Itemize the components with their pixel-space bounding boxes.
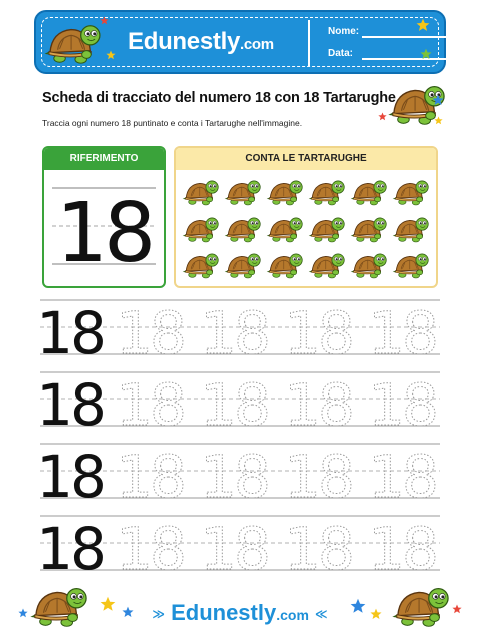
footer-brand[interactable] [0,600,480,626]
turtle-icon [182,213,220,245]
turtle-icon [224,249,262,281]
dotted-number[interactable]: 18 [116,299,184,367]
star-icon [100,16,109,25]
brand-name: Edunestly [128,28,240,55]
turtle-icon [224,176,262,208]
star-icon [378,112,387,121]
dotted-number[interactable]: 18 [284,371,352,439]
date-field[interactable] [362,58,454,60]
dotted-number[interactable]: 18 [368,299,436,367]
turtle-icon [392,249,430,281]
instructions: Traccia ogni numero 18 puntinato e conta i Tartarughe nell'immagine. [42,118,303,128]
turtle-icon [266,213,304,245]
turtle-icon [350,176,388,208]
reference-number-guide [44,170,164,286]
count-box [174,146,438,288]
star-icon [416,18,430,32]
solid-number: 18 [36,371,104,439]
name-field[interactable] [362,36,454,38]
turtle-icon [308,213,346,245]
date-label: Data: [328,48,354,59]
dotted-number[interactable]: 18 [200,515,268,582]
turtle-icon [224,213,262,245]
dotted-number[interactable]: 18 [200,443,268,511]
reference-heading: RIFERIMENTO [44,148,164,170]
solid-number: 18 [36,299,104,367]
tracing-area [0,292,480,582]
page-title: Scheda di tracciato del numero 18 con 18 Tartarughe [42,90,396,106]
brand-suffix: .com [240,36,274,53]
footer-chevrons-right: ≪ [315,607,328,622]
dotted-number[interactable]: 18 [368,515,436,582]
footer-chevrons-left: ≫ [152,607,165,622]
solid-number: 18 [36,515,104,582]
turtle-icon [392,213,430,245]
dotted-number[interactable]: 18 [284,443,352,511]
header-banner [34,10,446,74]
reference-box [42,146,166,288]
star-icon [106,50,116,60]
dotted-number[interactable]: 18 [368,443,436,511]
turtle-icon [308,176,346,208]
turtle-icon [392,176,430,208]
turtle-icon [182,176,220,208]
count-heading: CONTA LE TARTARUGHE [176,148,436,170]
turtle-icon [350,213,388,245]
star-icon [432,94,444,106]
turtle-icon [182,249,220,281]
star-icon [420,48,432,60]
turtle-icon [44,18,102,68]
turtle-icon [266,249,304,281]
dotted-number[interactable]: 18 [284,515,352,582]
footer-brand-name: Edunestly [171,600,277,625]
solid-number: 18 [36,443,104,511]
star-icon [434,116,443,125]
dotted-number[interactable]: 18 [200,299,268,367]
turtle-icon [308,249,346,281]
footer-brand-suffix: .com [276,607,309,623]
dotted-number[interactable]: 18 [284,299,352,367]
dotted-number[interactable]: 18 [116,371,184,439]
brand-logo[interactable] [128,28,274,56]
name-label: Nome: [328,26,360,37]
dotted-number[interactable]: 18 [368,371,436,439]
dotted-number[interactable]: 18 [116,515,184,582]
turtle-icon [266,176,304,208]
dotted-number[interactable]: 18 [116,443,184,511]
turtle-grid [182,176,434,286]
header-divider [308,20,310,66]
turtle-icon [350,249,388,281]
dotted-number[interactable]: 18 [200,371,268,439]
reference-number: 18 [55,186,153,281]
